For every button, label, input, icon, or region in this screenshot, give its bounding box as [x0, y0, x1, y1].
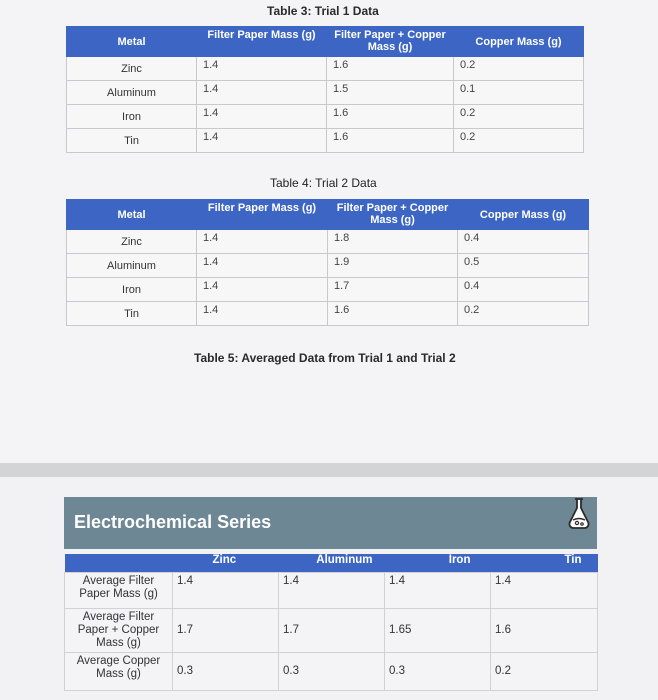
value-cell: 0.3	[173, 652, 279, 690]
value-cell: 0.4	[458, 230, 589, 254]
header-filter-paper-mass: Filter Paper Mass (g)	[197, 200, 328, 230]
header-filter-paper-mass: Filter Paper Mass (g)	[197, 27, 327, 57]
table-row	[67, 105, 584, 129]
averaged-data-table	[64, 554, 598, 691]
row-label: Average Copper Mass (g)	[65, 652, 173, 690]
table4-caption: Table 4: Trial 2 Data	[270, 176, 377, 190]
header-filter-paper-copper-mass: Filter Paper + Copper Mass (g)	[328, 200, 458, 230]
metal-cell: Aluminum	[67, 81, 197, 105]
value-cell: 1.65	[385, 608, 491, 652]
value-cell: 1.4	[197, 278, 328, 302]
value-cell: 1.5	[327, 81, 454, 105]
value-cell: 0.4	[458, 278, 589, 302]
table-row	[67, 230, 589, 254]
header-iron: Iron	[385, 554, 491, 572]
table3-trial1	[66, 26, 584, 153]
section-title: Electrochemical Series	[74, 512, 272, 532]
value-cell: 1.6	[491, 608, 598, 652]
header-tin: Tin	[491, 554, 598, 572]
value-cell: 1.6	[328, 302, 458, 326]
value-cell: 1.7	[279, 608, 385, 652]
value-cell: 1.4	[279, 572, 385, 608]
value-cell: 1.7	[328, 278, 458, 302]
value-cell: 0.2	[458, 302, 589, 326]
value-cell: 0.2	[454, 129, 584, 153]
value-cell: 1.4	[385, 572, 491, 608]
metal-cell: Tin	[67, 302, 197, 326]
value-cell: 1.9	[328, 254, 458, 278]
value-cell: 0.3	[385, 652, 491, 690]
value-cell: 0.1	[454, 81, 584, 105]
value-cell: 1.4	[197, 105, 327, 129]
flask-icon	[565, 496, 593, 530]
table-row	[67, 81, 584, 105]
metal-cell: Zinc	[67, 230, 197, 254]
value-cell: 1.6	[327, 57, 454, 81]
table-row	[67, 129, 584, 153]
value-cell: 1.4	[197, 81, 327, 105]
metal-cell: Tin	[67, 129, 197, 153]
metal-cell: Zinc	[67, 57, 197, 81]
value-cell: 1.4	[197, 57, 327, 81]
metal-cell: Aluminum	[67, 254, 197, 278]
table-row	[67, 302, 589, 326]
value-cell: 0.2	[454, 57, 584, 81]
value-cell: 1.4	[491, 572, 598, 608]
header-copper-mass: Copper Mass (g)	[454, 27, 584, 57]
value-cell: 1.6	[327, 105, 454, 129]
table-row	[65, 608, 598, 652]
header-aluminum: Aluminum	[279, 554, 385, 572]
table-header-row	[65, 554, 598, 572]
value-cell: 1.6	[327, 129, 454, 153]
table-row	[67, 254, 589, 278]
table-row	[65, 572, 598, 608]
page-divider	[0, 463, 658, 477]
value-cell: 1.7	[173, 608, 279, 652]
value-cell: 1.4	[197, 230, 328, 254]
row-label: Average Filter Paper Mass (g)	[65, 572, 173, 608]
value-cell: 1.8	[328, 230, 458, 254]
table-row	[65, 652, 598, 690]
table5-caption: Table 5: Averaged Data from Trial 1 and Trial 2	[194, 351, 456, 365]
row-label: Average Filter Paper + Copper Mass (g)	[65, 608, 173, 652]
value-cell: 0.3	[279, 652, 385, 690]
table4-trial2	[66, 199, 589, 326]
table3-caption: Table 3: Trial 1 Data	[267, 4, 379, 18]
table-row	[67, 57, 584, 81]
header-metal: Metal	[67, 27, 197, 57]
value-cell: 1.4	[197, 129, 327, 153]
value-cell: 0.5	[458, 254, 589, 278]
header-metal: Metal	[67, 200, 197, 230]
metal-cell: Iron	[67, 278, 197, 302]
header-zinc: Zinc	[173, 554, 279, 572]
table-row	[67, 278, 589, 302]
value-cell: 0.2	[454, 105, 584, 129]
header-copper-mass: Copper Mass (g)	[458, 200, 589, 230]
table-header-row	[67, 27, 584, 57]
value-cell: 1.4	[197, 254, 328, 278]
header-filter-paper-copper-mass: Filter Paper + Copper Mass (g)	[327, 27, 454, 57]
metal-cell: Iron	[67, 105, 197, 129]
value-cell: 1.4	[173, 572, 279, 608]
section-banner	[64, 497, 597, 549]
value-cell: 0.2	[491, 652, 598, 690]
header-blank	[65, 554, 173, 572]
table-header-row	[67, 200, 589, 230]
value-cell: 1.4	[197, 302, 328, 326]
